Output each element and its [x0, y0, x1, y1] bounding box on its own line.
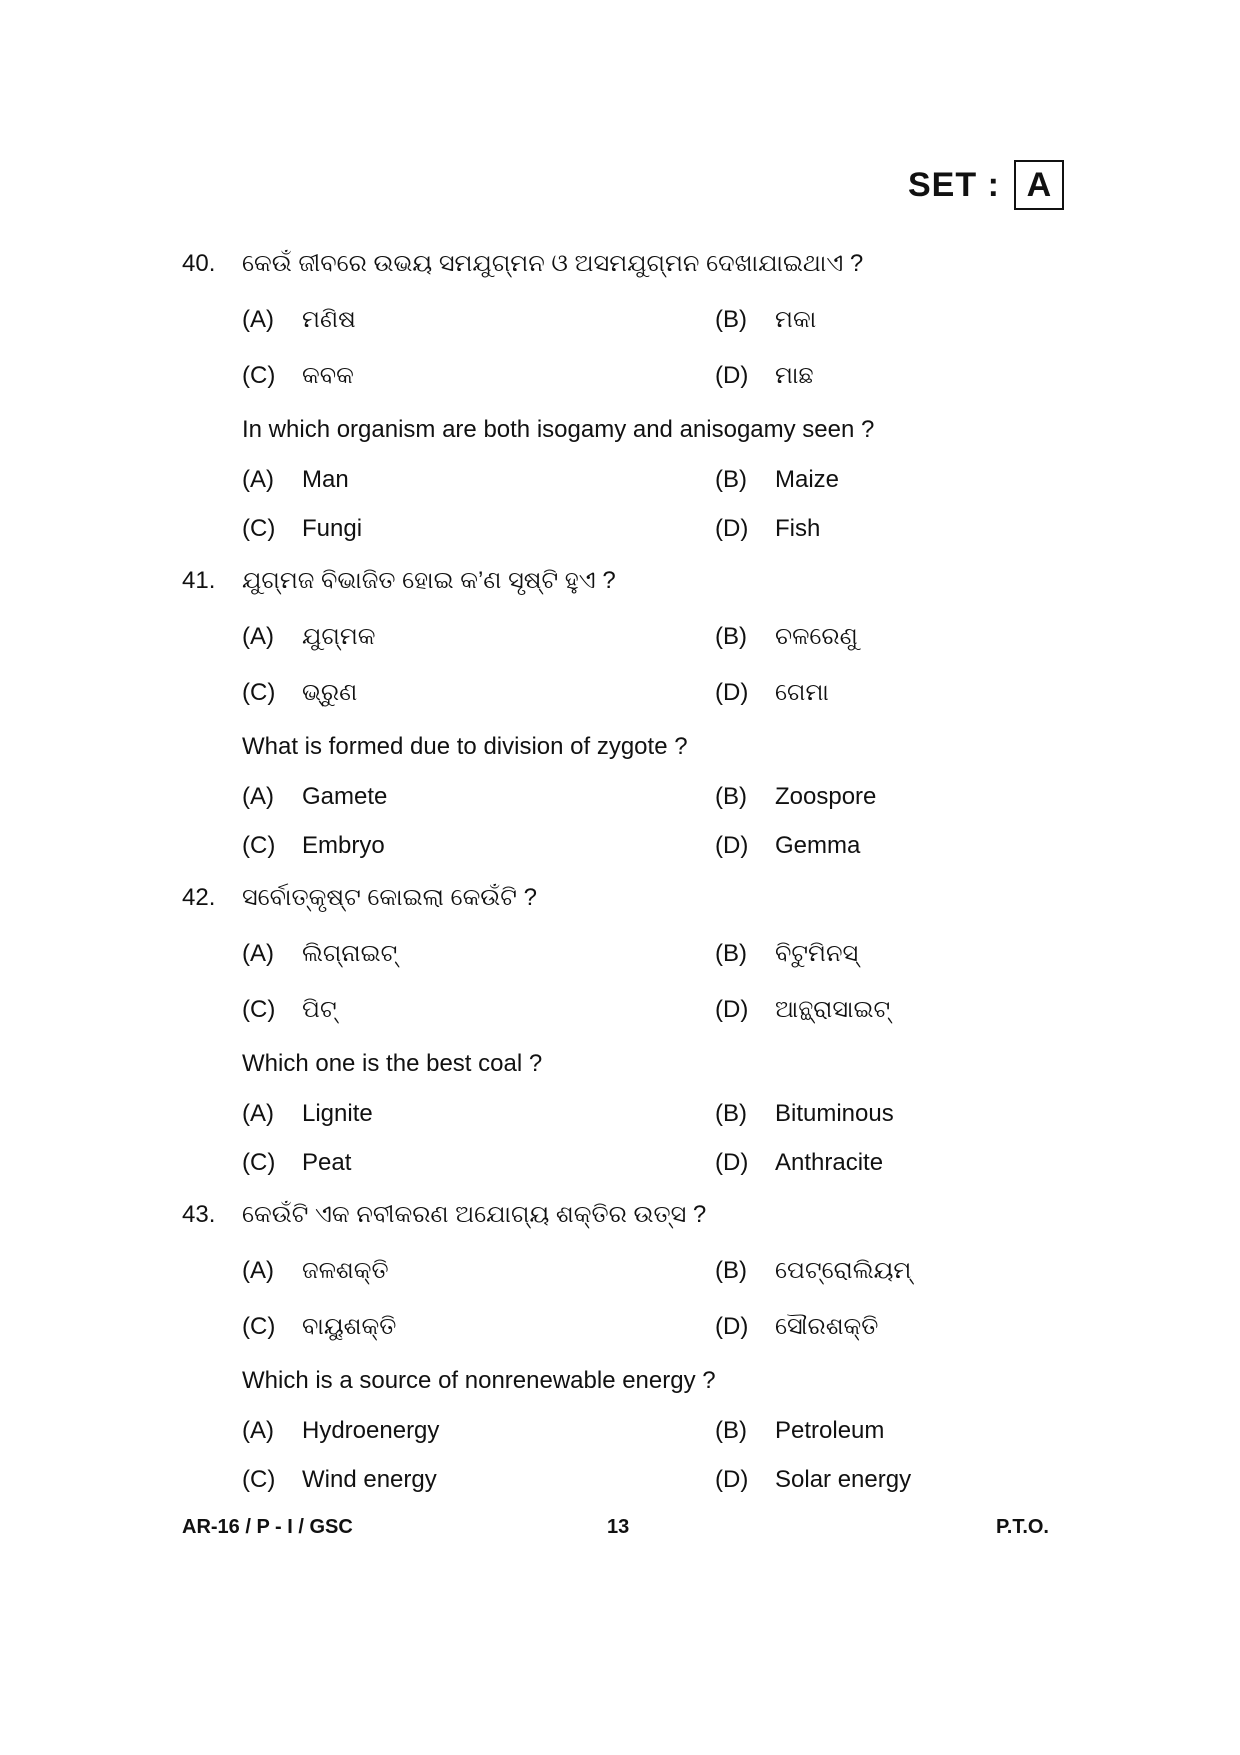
option-row: [0, 1299, 1240, 1355]
question-list: [0, 236, 1240, 1504]
option-d-english: (D) Solar energy: [715, 1466, 912, 1493]
option-c-odia: (C) ଭ୍ରୁଣ: [242, 679, 358, 706]
question-41: [0, 553, 1240, 870]
option-d-odia: (D) ଗେମା: [715, 679, 829, 706]
option-d-odia: (D) ମାଛ: [715, 362, 814, 389]
question-odia-text: ସର୍ବୋତ୍କୃଷ୍ଟ କୋଇଲା କେଉଁଟି ?: [242, 884, 537, 911]
option-b-english: (B) Maize: [715, 466, 840, 493]
option-b-english: (B) Zoospore: [715, 783, 877, 810]
question-odia-line: [0, 1187, 1240, 1243]
option-row: [0, 665, 1240, 721]
question-number: 42.: [182, 884, 216, 911]
option-row: [0, 609, 1240, 665]
page-number: 13: [607, 1516, 630, 1538]
option-row: [0, 926, 1240, 982]
question-english-text: Which is a source of nonrenewable energy ?: [242, 1367, 716, 1394]
option-b-english: (B) Bituminous: [715, 1100, 894, 1127]
question-40: [0, 236, 1240, 553]
option-row: [0, 821, 1240, 870]
question-english-text: Which one is the best coal ?: [242, 1050, 543, 1077]
question-english-line: [0, 1038, 1240, 1089]
question-odia-line: [0, 236, 1240, 292]
question-odia-line: [0, 553, 1240, 609]
option-a-english: (A) Man: [242, 466, 349, 493]
question-odia-line: [0, 870, 1240, 926]
question-number: 40.: [182, 250, 216, 277]
option-b-odia: (B) ବିଟୁମିନସ୍: [715, 940, 859, 967]
option-row: [0, 1089, 1240, 1138]
paper-code: AR-16 / P - I / GSC: [182, 1516, 353, 1538]
option-d-english: (D) Anthracite: [715, 1149, 884, 1176]
option-c-english: (C) Fungi: [242, 515, 363, 542]
option-row: [0, 1138, 1240, 1187]
set-indicator: [908, 160, 1064, 210]
option-c-english: (C) Wind energy: [242, 1466, 437, 1493]
question-odia-text: ଯୁଗ୍ମଜ ବିଭାଜିତ ହୋଇ କ’ଣ ସୃଷ୍ଟି ହୁଏ ?: [242, 567, 616, 594]
question-number: 41.: [182, 567, 216, 594]
option-b-english: (B) Petroleum: [715, 1417, 885, 1444]
question-42: [0, 870, 1240, 1187]
option-row: [0, 348, 1240, 404]
option-c-odia: (C) ପିଟ୍: [242, 996, 337, 1023]
option-d-odia: (D) ଆନ୍ଥ୍ରାସାଇଟ୍: [715, 996, 891, 1023]
option-a-english: (A) Lignite: [242, 1100, 373, 1127]
option-row: [0, 504, 1240, 553]
option-d-odia: (D) ସୌରଶକ୍ତି: [715, 1313, 879, 1340]
option-a-odia: (A) ଜଳଶକ୍ତି: [242, 1257, 389, 1284]
option-a-english: (A) Hydroenergy: [242, 1417, 440, 1444]
option-row: [0, 772, 1240, 821]
question-english-line: [0, 1355, 1240, 1406]
option-row: [0, 455, 1240, 504]
option-row: [0, 1455, 1240, 1504]
option-row: [0, 1406, 1240, 1455]
set-value: A: [1014, 160, 1064, 210]
question-odia-text: କେଉଁ ଜୀବରେ ଉଭୟ ସମଯୁଗ୍ମନ ଓ ଅସମଯୁଗ୍ମନ ଦେଖାଯାଇଥାଏ ?: [242, 250, 864, 277]
option-d-english: (D) Gemma: [715, 832, 861, 859]
option-c-odia: (C) କବକ: [242, 362, 354, 389]
option-a-odia: (A) ଯୁଗ୍ମକ: [242, 623, 376, 650]
option-row: [0, 1243, 1240, 1299]
option-row: [0, 292, 1240, 348]
question-43: [0, 1187, 1240, 1504]
option-c-english: (C) Peat: [242, 1149, 352, 1176]
option-a-odia: (A) ମଣିଷ: [242, 306, 356, 333]
option-a-odia: (A) ଲିଗ୍ନାଇଟ୍: [242, 940, 398, 967]
option-c-english: (C) Embryo: [242, 832, 385, 859]
question-odia-text: କେଉଁଟି ଏକ ନବୀକରଣ ଅଯୋଗ୍ୟ ଶକ୍ତିର ଉତ୍ସ ?: [242, 1201, 707, 1228]
question-english-text: What is formed due to division of zygote ?: [242, 733, 688, 760]
set-label: SET :: [908, 165, 1000, 204]
option-b-odia: (B) ପେଟ୍ରୋଲିୟମ୍: [715, 1257, 912, 1284]
pto-label: P.T.O.: [996, 1516, 1049, 1538]
option-a-english: (A) Gamete: [242, 783, 388, 810]
page-footer: [0, 1516, 1240, 1546]
question-english-line: [0, 721, 1240, 772]
question-english-text: In which organism are both isogamy and anisogamy seen ?: [242, 416, 875, 443]
option-b-odia: (B) ମକା: [715, 306, 817, 333]
option-c-odia: (C) ବାୟୁଶକ୍ତି: [242, 1313, 397, 1340]
option-row: [0, 982, 1240, 1038]
question-english-line: [0, 404, 1240, 455]
question-number: 43.: [182, 1201, 216, 1228]
option-b-odia: (B) ଚଳରେଣୁ: [715, 623, 858, 650]
option-d-english: (D) Fish: [715, 515, 821, 542]
